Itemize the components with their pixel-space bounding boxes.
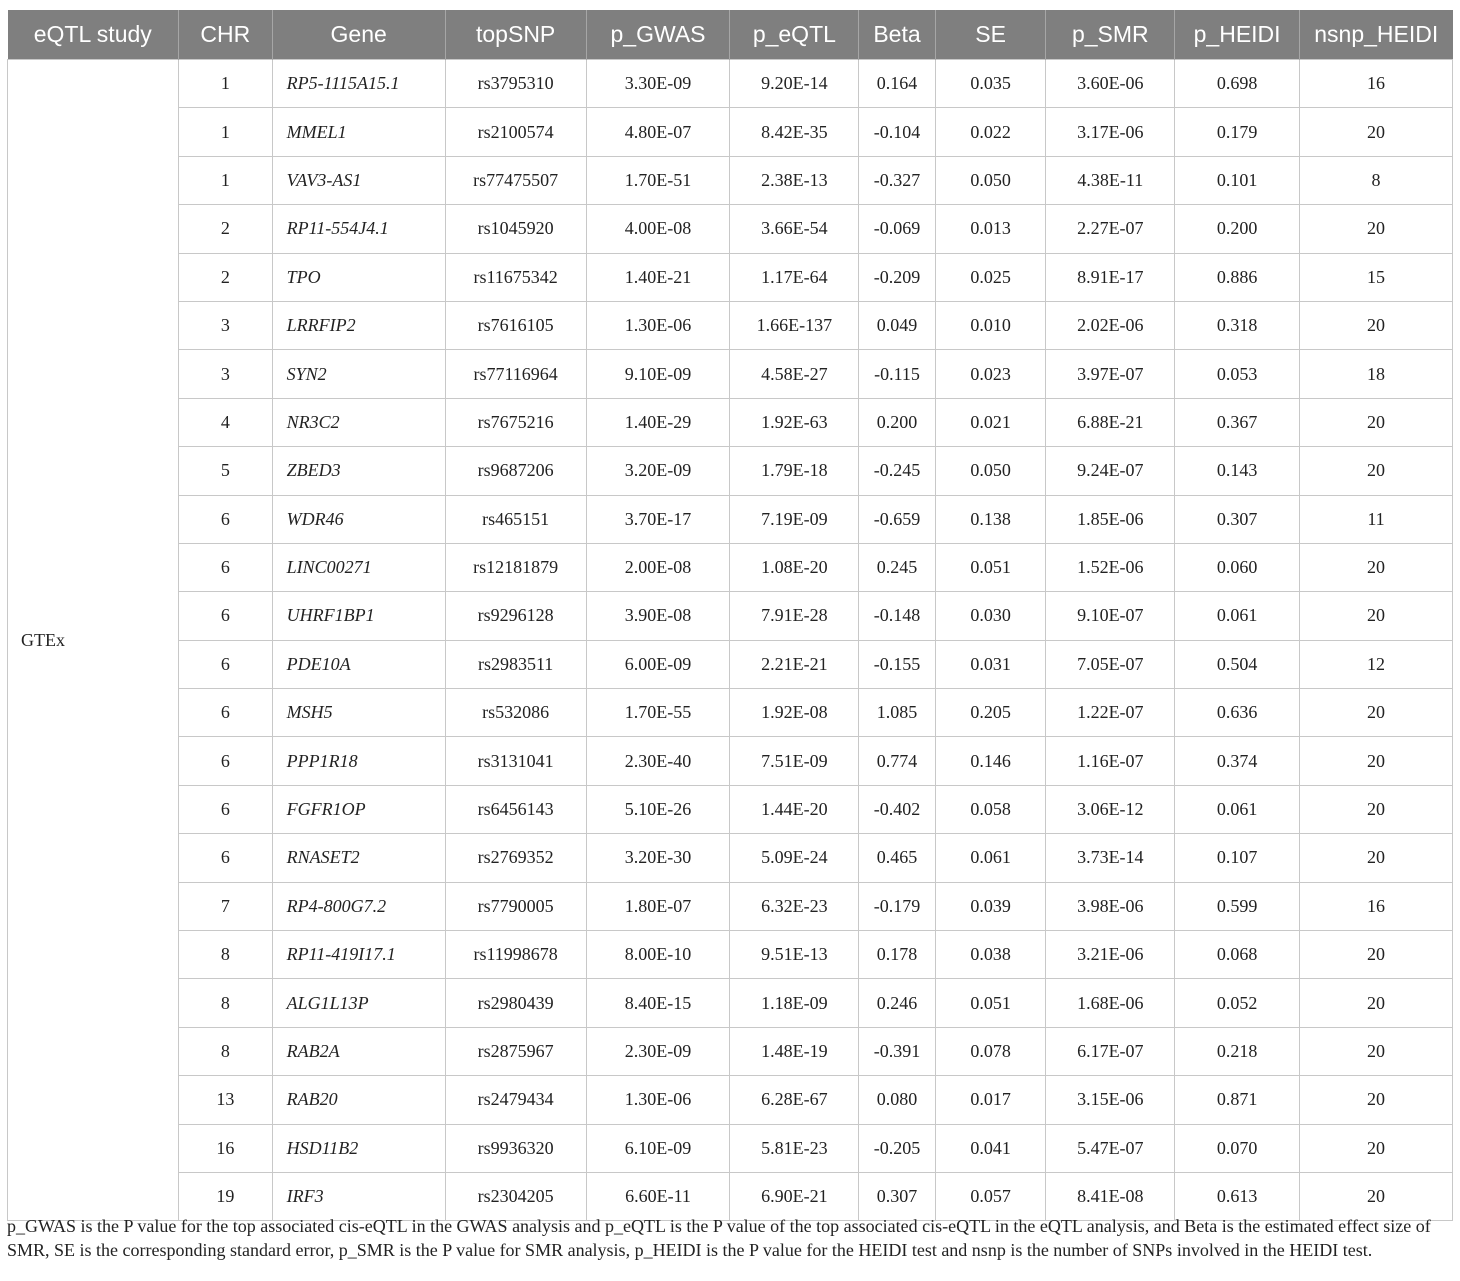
gene-cell: LINC00271 <box>272 543 445 591</box>
se-cell: 0.021 <box>935 398 1046 446</box>
beta-cell: -0.069 <box>859 205 935 253</box>
chr-cell: 19 <box>179 1172 273 1220</box>
gene-cell: IRF3 <box>272 1172 445 1220</box>
topsnp-cell: rs532086 <box>445 689 586 737</box>
nsnp-heidi-cell: 20 <box>1299 785 1452 833</box>
column-header: SE <box>935 10 1046 60</box>
p-eqtl-cell: 7.51E-09 <box>730 737 859 785</box>
se-cell: 0.058 <box>935 785 1046 833</box>
column-header: eQTL study <box>8 10 179 60</box>
p-heidi-cell: 0.200 <box>1175 205 1300 253</box>
table-header-row <box>8 10 1453 60</box>
nsnp-heidi-cell: 20 <box>1299 931 1452 979</box>
gene-cell: TPO <box>272 253 445 301</box>
nsnp-heidi-cell: 20 <box>1299 108 1452 156</box>
gene-cell: ZBED3 <box>272 447 445 495</box>
p-heidi-cell: 0.318 <box>1175 301 1300 349</box>
se-cell: 0.017 <box>935 1076 1046 1124</box>
chr-cell: 6 <box>179 640 273 688</box>
beta-cell: -0.104 <box>859 108 935 156</box>
topsnp-cell: rs11998678 <box>445 931 586 979</box>
chr-cell: 1 <box>179 108 273 156</box>
chr-cell: 16 <box>179 1124 273 1172</box>
topsnp-cell: rs7616105 <box>445 301 586 349</box>
topsnp-cell: rs7790005 <box>445 882 586 930</box>
p-eqtl-cell: 9.20E-14 <box>730 60 859 108</box>
column-header: nsnp_HEIDI <box>1299 10 1452 60</box>
topsnp-cell: rs2100574 <box>445 108 586 156</box>
p-smr-cell: 8.91E-17 <box>1046 253 1175 301</box>
gene-cell: RAB20 <box>272 1076 445 1124</box>
p-smr-cell: 1.16E-07 <box>1046 737 1175 785</box>
p-heidi-cell: 0.307 <box>1175 495 1300 543</box>
p-gwas-cell: 1.70E-55 <box>586 689 730 737</box>
column-header: p_SMR <box>1046 10 1175 60</box>
gene-cell: MMEL1 <box>272 108 445 156</box>
se-cell: 0.022 <box>935 108 1046 156</box>
table-row <box>8 689 1453 737</box>
table-row <box>8 737 1453 785</box>
p-gwas-cell: 4.80E-07 <box>586 108 730 156</box>
topsnp-cell: rs9936320 <box>445 1124 586 1172</box>
table-row <box>8 205 1453 253</box>
p-gwas-cell: 1.30E-06 <box>586 1076 730 1124</box>
gene-cell: RP11-419I17.1 <box>272 931 445 979</box>
beta-cell: -0.115 <box>859 350 935 398</box>
nsnp-heidi-cell: 8 <box>1299 156 1452 204</box>
column-header: CHR <box>179 10 273 60</box>
topsnp-cell: rs2304205 <box>445 1172 586 1220</box>
p-smr-cell: 1.22E-07 <box>1046 689 1175 737</box>
se-cell: 0.013 <box>935 205 1046 253</box>
beta-cell: 1.085 <box>859 689 935 737</box>
p-eqtl-cell: 1.92E-08 <box>730 689 859 737</box>
p-eqtl-cell: 6.32E-23 <box>730 882 859 930</box>
chr-cell: 6 <box>179 495 273 543</box>
beta-cell: 0.164 <box>859 60 935 108</box>
chr-cell: 6 <box>179 592 273 640</box>
gene-cell: RNASET2 <box>272 834 445 882</box>
p-smr-cell: 3.21E-06 <box>1046 931 1175 979</box>
p-eqtl-cell: 1.08E-20 <box>730 543 859 591</box>
p-smr-cell: 4.38E-11 <box>1046 156 1175 204</box>
se-cell: 0.030 <box>935 592 1046 640</box>
topsnp-cell: rs2983511 <box>445 640 586 688</box>
p-eqtl-cell: 1.44E-20 <box>730 785 859 833</box>
p-gwas-cell: 3.20E-09 <box>586 447 730 495</box>
se-cell: 0.146 <box>935 737 1046 785</box>
p-smr-cell: 3.98E-06 <box>1046 882 1175 930</box>
nsnp-heidi-cell: 20 <box>1299 205 1452 253</box>
beta-cell: 0.245 <box>859 543 935 591</box>
se-cell: 0.039 <box>935 882 1046 930</box>
p-smr-cell: 3.17E-06 <box>1046 108 1175 156</box>
p-eqtl-cell: 4.58E-27 <box>730 350 859 398</box>
table-row <box>8 108 1453 156</box>
p-smr-cell: 3.73E-14 <box>1046 834 1175 882</box>
p-heidi-cell: 0.374 <box>1175 737 1300 785</box>
se-cell: 0.010 <box>935 301 1046 349</box>
results-table-container <box>7 10 1453 1221</box>
p-smr-cell: 7.05E-07 <box>1046 640 1175 688</box>
p-eqtl-cell: 5.81E-23 <box>730 1124 859 1172</box>
p-eqtl-cell: 1.48E-19 <box>730 1027 859 1075</box>
topsnp-cell: rs11675342 <box>445 253 586 301</box>
p-gwas-cell: 3.90E-08 <box>586 592 730 640</box>
beta-cell: -0.179 <box>859 882 935 930</box>
gene-cell: FGFR1OP <box>272 785 445 833</box>
beta-cell: -0.402 <box>859 785 935 833</box>
gene-cell: HSD11B2 <box>272 1124 445 1172</box>
beta-cell: -0.327 <box>859 156 935 204</box>
topsnp-cell: rs3131041 <box>445 737 586 785</box>
nsnp-heidi-cell: 20 <box>1299 979 1452 1027</box>
p-heidi-cell: 0.060 <box>1175 543 1300 591</box>
table-row <box>8 60 1453 108</box>
topsnp-cell: rs9296128 <box>445 592 586 640</box>
column-header: topSNP <box>445 10 586 60</box>
nsnp-heidi-cell: 20 <box>1299 447 1452 495</box>
p-eqtl-cell: 8.42E-35 <box>730 108 859 156</box>
column-header: p_HEIDI <box>1175 10 1300 60</box>
topsnp-cell: rs2980439 <box>445 979 586 1027</box>
nsnp-heidi-cell: 20 <box>1299 398 1452 446</box>
p-eqtl-cell: 6.90E-21 <box>730 1172 859 1220</box>
p-heidi-cell: 0.218 <box>1175 1027 1300 1075</box>
p-heidi-cell: 0.599 <box>1175 882 1300 930</box>
p-gwas-cell: 3.70E-17 <box>586 495 730 543</box>
table-row <box>8 495 1453 543</box>
topsnp-cell: rs2479434 <box>445 1076 586 1124</box>
gene-cell: WDR46 <box>272 495 445 543</box>
table-row <box>8 1124 1453 1172</box>
topsnp-cell: rs2875967 <box>445 1027 586 1075</box>
chr-cell: 6 <box>179 689 273 737</box>
p-smr-cell: 9.24E-07 <box>1046 447 1175 495</box>
smr-results-table <box>7 10 1453 1221</box>
p-smr-cell: 2.02E-06 <box>1046 301 1175 349</box>
table-row <box>8 350 1453 398</box>
beta-cell: -0.245 <box>859 447 935 495</box>
nsnp-heidi-cell: 15 <box>1299 253 1452 301</box>
se-cell: 0.041 <box>935 1124 1046 1172</box>
beta-cell: 0.774 <box>859 737 935 785</box>
p-smr-cell: 5.47E-07 <box>1046 1124 1175 1172</box>
table-row <box>8 979 1453 1027</box>
p-heidi-cell: 0.636 <box>1175 689 1300 737</box>
beta-cell: 0.246 <box>859 979 935 1027</box>
p-eqtl-cell: 1.17E-64 <box>730 253 859 301</box>
gene-cell: PDE10A <box>272 640 445 688</box>
table-row <box>8 543 1453 591</box>
p-smr-cell: 3.15E-06 <box>1046 1076 1175 1124</box>
table-row <box>8 1027 1453 1075</box>
p-eqtl-cell: 2.21E-21 <box>730 640 859 688</box>
p-smr-cell: 6.88E-21 <box>1046 398 1175 446</box>
topsnp-cell: rs3795310 <box>445 60 586 108</box>
p-heidi-cell: 0.698 <box>1175 60 1300 108</box>
nsnp-heidi-cell: 16 <box>1299 882 1452 930</box>
topsnp-cell: rs9687206 <box>445 447 586 495</box>
p-smr-cell: 8.41E-08 <box>1046 1172 1175 1220</box>
p-gwas-cell: 1.70E-51 <box>586 156 730 204</box>
study-cell: GTEx <box>8 60 179 1221</box>
p-eqtl-cell: 6.28E-67 <box>730 1076 859 1124</box>
chr-cell: 6 <box>179 737 273 785</box>
nsnp-heidi-cell: 11 <box>1299 495 1452 543</box>
chr-cell: 2 <box>179 253 273 301</box>
table-row <box>8 156 1453 204</box>
gene-cell: RP5-1115A15.1 <box>272 60 445 108</box>
p-heidi-cell: 0.367 <box>1175 398 1300 446</box>
beta-cell: 0.200 <box>859 398 935 446</box>
gene-cell: NR3C2 <box>272 398 445 446</box>
p-gwas-cell: 6.60E-11 <box>586 1172 730 1220</box>
p-eqtl-cell: 1.66E-137 <box>730 301 859 349</box>
p-heidi-cell: 0.613 <box>1175 1172 1300 1220</box>
se-cell: 0.051 <box>935 979 1046 1027</box>
p-heidi-cell: 0.504 <box>1175 640 1300 688</box>
p-heidi-cell: 0.871 <box>1175 1076 1300 1124</box>
se-cell: 0.057 <box>935 1172 1046 1220</box>
nsnp-heidi-cell: 16 <box>1299 60 1452 108</box>
p-smr-cell: 3.97E-07 <box>1046 350 1175 398</box>
p-gwas-cell: 5.10E-26 <box>586 785 730 833</box>
nsnp-heidi-cell: 20 <box>1299 543 1452 591</box>
nsnp-heidi-cell: 20 <box>1299 737 1452 785</box>
gene-cell: SYN2 <box>272 350 445 398</box>
gene-cell: RP11-554J4.1 <box>272 205 445 253</box>
topsnp-cell: rs77475507 <box>445 156 586 204</box>
beta-cell: 0.465 <box>859 834 935 882</box>
p-gwas-cell: 1.80E-07 <box>586 882 730 930</box>
table-row <box>8 931 1453 979</box>
p-smr-cell: 1.85E-06 <box>1046 495 1175 543</box>
p-gwas-cell: 1.30E-06 <box>586 301 730 349</box>
gene-cell: RAB2A <box>272 1027 445 1075</box>
p-gwas-cell: 1.40E-29 <box>586 398 730 446</box>
se-cell: 0.038 <box>935 931 1046 979</box>
p-eqtl-cell: 9.51E-13 <box>730 931 859 979</box>
chr-cell: 3 <box>179 350 273 398</box>
topsnp-cell: rs465151 <box>445 495 586 543</box>
table-row <box>8 398 1453 446</box>
chr-cell: 13 <box>179 1076 273 1124</box>
gene-cell: ALG1L13P <box>272 979 445 1027</box>
p-heidi-cell: 0.886 <box>1175 253 1300 301</box>
nsnp-heidi-cell: 20 <box>1299 592 1452 640</box>
table-row <box>8 882 1453 930</box>
topsnp-cell: rs7675216 <box>445 398 586 446</box>
p-heidi-cell: 0.101 <box>1175 156 1300 204</box>
p-gwas-cell: 8.40E-15 <box>586 979 730 1027</box>
p-smr-cell: 6.17E-07 <box>1046 1027 1175 1075</box>
se-cell: 0.050 <box>935 156 1046 204</box>
nsnp-heidi-cell: 20 <box>1299 301 1452 349</box>
chr-cell: 1 <box>179 156 273 204</box>
p-gwas-cell: 3.30E-09 <box>586 60 730 108</box>
p-gwas-cell: 8.00E-10 <box>586 931 730 979</box>
table-body <box>8 60 1453 1221</box>
topsnp-cell: rs6456143 <box>445 785 586 833</box>
column-header: p_GWAS <box>586 10 730 60</box>
gene-cell: VAV3-AS1 <box>272 156 445 204</box>
nsnp-heidi-cell: 20 <box>1299 1076 1452 1124</box>
gene-cell: MSH5 <box>272 689 445 737</box>
table-row <box>8 785 1453 833</box>
p-gwas-cell: 1.40E-21 <box>586 253 730 301</box>
se-cell: 0.023 <box>935 350 1046 398</box>
chr-cell: 6 <box>179 785 273 833</box>
chr-cell: 7 <box>179 882 273 930</box>
p-gwas-cell: 6.10E-09 <box>586 1124 730 1172</box>
nsnp-heidi-cell: 12 <box>1299 640 1452 688</box>
table-footnote: p_GWAS is the P value for the top associated cis-eQTL in the GWAS analysis and p_eQTL is the P value of the top associated cis-eQTL in the eQTL analysis, and Beta is the estimated effect size of SMR, SE is the corresponding standard error, p_SMR is the P value for SMR analysis, p_HEIDI is the P value for the HEIDI test and nsnp is the number of SNPs involved in the HEIDI test. <box>7 1216 1431 1260</box>
se-cell: 0.138 <box>935 495 1046 543</box>
chr-cell: 1 <box>179 60 273 108</box>
chr-cell: 8 <box>179 979 273 1027</box>
topsnp-cell: rs2769352 <box>445 834 586 882</box>
chr-cell: 8 <box>179 931 273 979</box>
beta-cell: -0.155 <box>859 640 935 688</box>
p-eqtl-cell: 2.38E-13 <box>730 156 859 204</box>
p-heidi-cell: 0.052 <box>1175 979 1300 1027</box>
chr-cell: 2 <box>179 205 273 253</box>
nsnp-heidi-cell: 18 <box>1299 350 1452 398</box>
beta-cell: -0.148 <box>859 592 935 640</box>
p-heidi-cell: 0.070 <box>1175 1124 1300 1172</box>
beta-cell: 0.307 <box>859 1172 935 1220</box>
topsnp-cell: rs1045920 <box>445 205 586 253</box>
table-row <box>8 834 1453 882</box>
table-row <box>8 640 1453 688</box>
nsnp-heidi-cell: 20 <box>1299 1124 1452 1172</box>
se-cell: 0.025 <box>935 253 1046 301</box>
p-gwas-cell: 3.20E-30 <box>586 834 730 882</box>
table-row <box>8 1076 1453 1124</box>
p-eqtl-cell: 1.18E-09 <box>730 979 859 1027</box>
beta-cell: 0.049 <box>859 301 935 349</box>
topsnp-cell: rs77116964 <box>445 350 586 398</box>
p-gwas-cell: 2.00E-08 <box>586 543 730 591</box>
se-cell: 0.061 <box>935 834 1046 882</box>
beta-cell: -0.391 <box>859 1027 935 1075</box>
p-heidi-cell: 0.053 <box>1175 350 1300 398</box>
table-row <box>8 447 1453 495</box>
p-eqtl-cell: 7.19E-09 <box>730 495 859 543</box>
nsnp-heidi-cell: 20 <box>1299 1027 1452 1075</box>
chr-cell: 3 <box>179 301 273 349</box>
p-gwas-cell: 2.30E-09 <box>586 1027 730 1075</box>
nsnp-heidi-cell: 20 <box>1299 689 1452 737</box>
beta-cell: -0.205 <box>859 1124 935 1172</box>
se-cell: 0.078 <box>935 1027 1046 1075</box>
p-smr-cell: 3.60E-06 <box>1046 60 1175 108</box>
p-eqtl-cell: 7.91E-28 <box>730 592 859 640</box>
p-eqtl-cell: 1.79E-18 <box>730 447 859 495</box>
p-heidi-cell: 0.107 <box>1175 834 1300 882</box>
nsnp-heidi-cell: 20 <box>1299 1172 1452 1220</box>
se-cell: 0.205 <box>935 689 1046 737</box>
p-gwas-cell: 9.10E-09 <box>586 350 730 398</box>
p-smr-cell: 1.52E-06 <box>1046 543 1175 591</box>
p-heidi-cell: 0.061 <box>1175 785 1300 833</box>
beta-cell: -0.659 <box>859 495 935 543</box>
p-smr-cell: 3.06E-12 <box>1046 785 1175 833</box>
gene-cell: LRRFIP2 <box>272 301 445 349</box>
beta-cell: -0.209 <box>859 253 935 301</box>
p-eqtl-cell: 1.92E-63 <box>730 398 859 446</box>
p-gwas-cell: 2.30E-40 <box>586 737 730 785</box>
column-header: Gene <box>272 10 445 60</box>
table-row <box>8 301 1453 349</box>
se-cell: 0.051 <box>935 543 1046 591</box>
nsnp-heidi-cell: 20 <box>1299 834 1452 882</box>
p-heidi-cell: 0.179 <box>1175 108 1300 156</box>
beta-cell: 0.080 <box>859 1076 935 1124</box>
p-eqtl-cell: 5.09E-24 <box>730 834 859 882</box>
se-cell: 0.050 <box>935 447 1046 495</box>
gene-cell: RP4-800G7.2 <box>272 882 445 930</box>
table-row <box>8 253 1453 301</box>
p-smr-cell: 1.68E-06 <box>1046 979 1175 1027</box>
column-header: p_eQTL <box>730 10 859 60</box>
p-heidi-cell: 0.143 <box>1175 447 1300 495</box>
se-cell: 0.035 <box>935 60 1046 108</box>
gene-cell: PPP1R18 <box>272 737 445 785</box>
p-eqtl-cell: 3.66E-54 <box>730 205 859 253</box>
p-smr-cell: 2.27E-07 <box>1046 205 1175 253</box>
p-heidi-cell: 0.061 <box>1175 592 1300 640</box>
table-row <box>8 592 1453 640</box>
p-gwas-cell: 6.00E-09 <box>586 640 730 688</box>
chr-cell: 6 <box>179 834 273 882</box>
chr-cell: 8 <box>179 1027 273 1075</box>
gene-cell: UHRF1BP1 <box>272 592 445 640</box>
beta-cell: 0.178 <box>859 931 935 979</box>
p-smr-cell: 9.10E-07 <box>1046 592 1175 640</box>
chr-cell: 4 <box>179 398 273 446</box>
chr-cell: 5 <box>179 447 273 495</box>
chr-cell: 6 <box>179 543 273 591</box>
p-gwas-cell: 4.00E-08 <box>586 205 730 253</box>
column-header: Beta <box>859 10 935 60</box>
topsnp-cell: rs12181879 <box>445 543 586 591</box>
p-heidi-cell: 0.068 <box>1175 931 1300 979</box>
se-cell: 0.031 <box>935 640 1046 688</box>
